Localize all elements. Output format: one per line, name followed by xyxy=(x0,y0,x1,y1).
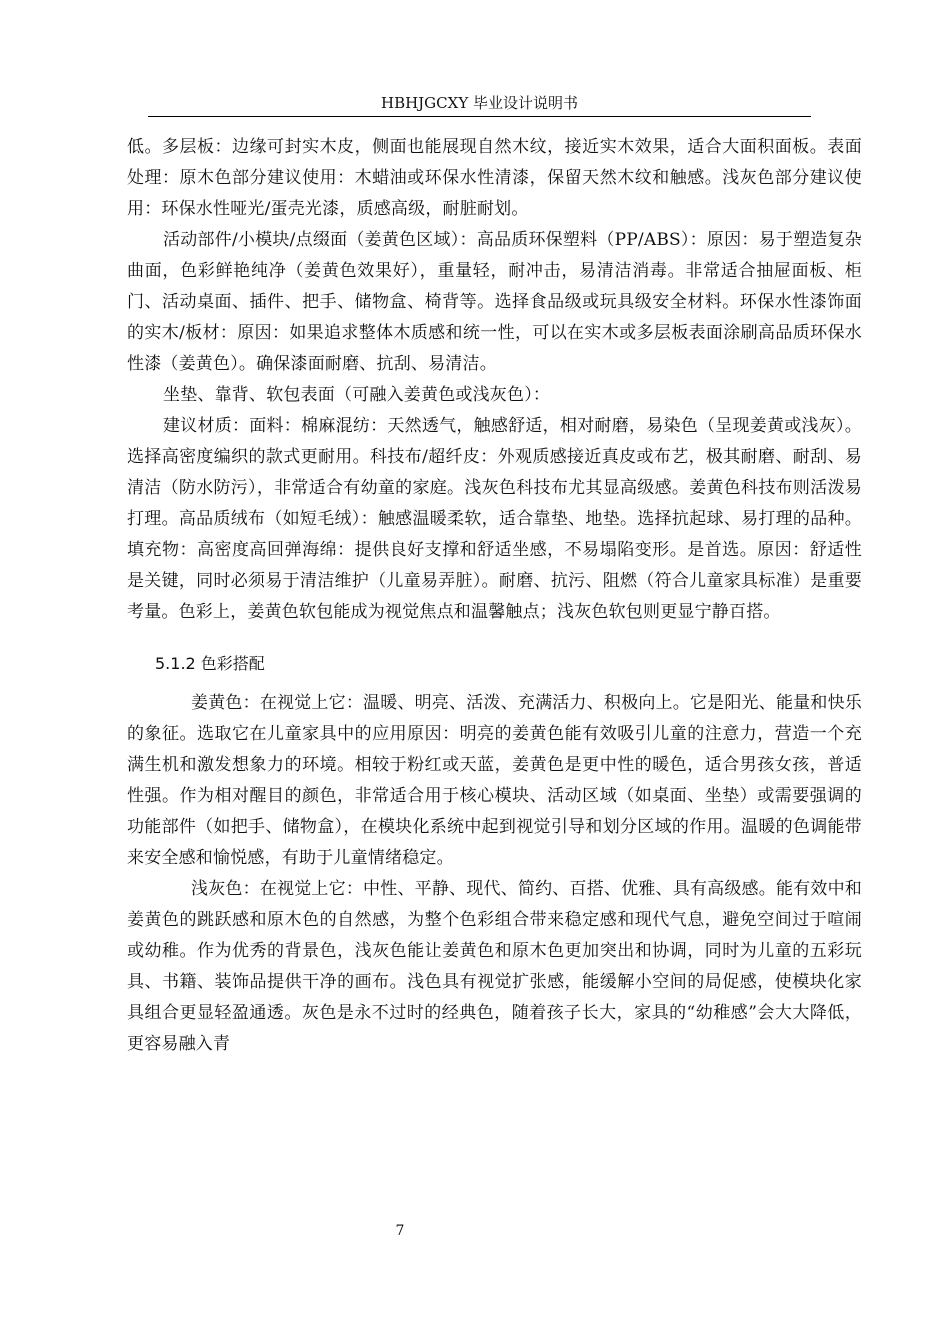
paragraph-light-gray: 浅灰色：在视觉上它：中性、平静、现代、简约、百搭、优雅、具有高级感。能有效中和姜黄色的跳跃感和原木色的自然感，为整个色彩组合带来稳定感和现代气息，避免空间过于喧闹或幼稚。作为优秀的背景色，浅灰色能让姜黄色和原木色更加突出和协调，同时为儿童的五彩玩具、书籍、装饰品提供干净的画布。浅色具有视觉扩张感，能缓解小空间的局促感，使模块化家具组合更显轻盈通透。灰色是永不过时的经典色，随着孩子长大，家具的“幼稚感”会大大降低，更容易融入青 xyxy=(127,879,862,1054)
page-body xyxy=(127,132,862,1060)
paragraph-active-parts: 活动部件/小模块/点缀面（姜黄色区域）：高品质环保塑料（PP/ABS）：原因：易于塑造复杂曲面，色彩鲜艳纯净（姜黄色效果好），重量轻，耐冲击，易清洁消毒。非常适合抽屉面板、柜门、活动桌面、插件、把手、储物盒、椅背等。选择食品级或玩具级安全材料。环保水性漆饰面的实木/板材：原因：如果追求整体木质感和统一性，可以在实木或多层板表面涂刷高品质环保水性漆（姜黄色）。确保漆面耐磨、抗刮、易清洁。 xyxy=(127,230,862,374)
header-rule xyxy=(148,116,811,117)
paragraph-ginger-yellow: 姜黄色：在视觉上它：温暖、明亮、活泼、充满活力、积极向上。它是阳光、能量和快乐的象征。选取它在儿童家具中的应用原因：明亮的姜黄色能有效吸引儿童的注意力，营造一个充满生机和激发想象力的环境。相较于粉红或天蓝，姜黄色是更中性的暖色，适合男孩女孩，普适性强。作为相对醒目的颜色，非常适合用于核心模块、活动区域（如桌面、坐垫）或需要强调的功能部件（如把手、储物盒），在模块化系统中起到视觉引导和划分区域的作用。温暖的色调能带来安全感和愉悦感，有助于儿童情绪稳定。 xyxy=(127,693,862,868)
paragraph-surface-treatment: 低。多层板：边缘可封实木皮，侧面也能展现自然木纹，接近实木效果，适合大面积面板。表面处理：原木色部分建议使用：木蜡油或环保水性清漆，保留天然木纹和触感。浅灰色部分建议使用：环保水性哑光/蛋壳光漆，质感高级，耐脏耐划。 xyxy=(127,137,862,219)
paragraph-cushion-title: 坐垫、靠背、软包表面（可融入姜黄色或浅灰色）： xyxy=(163,385,551,405)
running-header: HBHJGCXY 毕业设计说明书 xyxy=(380,94,578,112)
section-heading: 5.1.2 色彩搭配 xyxy=(155,654,265,673)
page-number: 7 xyxy=(395,1223,405,1239)
paragraph-cushion-materials: 建议材质：面料：棉麻混纺：天然透气，触感舒适，相对耐磨，易染色（呈现姜黄或浅灰）。选择高密度编织的款式更耐用。科技布/超纤皮：外观质感接近真皮或布艺，极其耐磨、耐刮、易清洁（防水防污），非常适合有幼童的家庭。浅灰色科技布尤其显高级感。姜黄色科技布则活泼易打理。高品质绒布（如短毛绒）：触感温暖柔软，适合靠垫、地垫。选择抗起球、易打理的品种。填充物：高密度高回弹海绵：提供良好支撑和舒适坐感，不易塌陷变形。是首选。原因：舒适性是关键，同时必须易于清洁维护（儿童易弄脏）。耐磨、抗污、阻燃（符合儿童家具标准）是重要考量。色彩上，姜黄色软包能成为视觉焦点和温馨触点；浅灰色软包则更显宁静百搭。 xyxy=(127,416,862,622)
